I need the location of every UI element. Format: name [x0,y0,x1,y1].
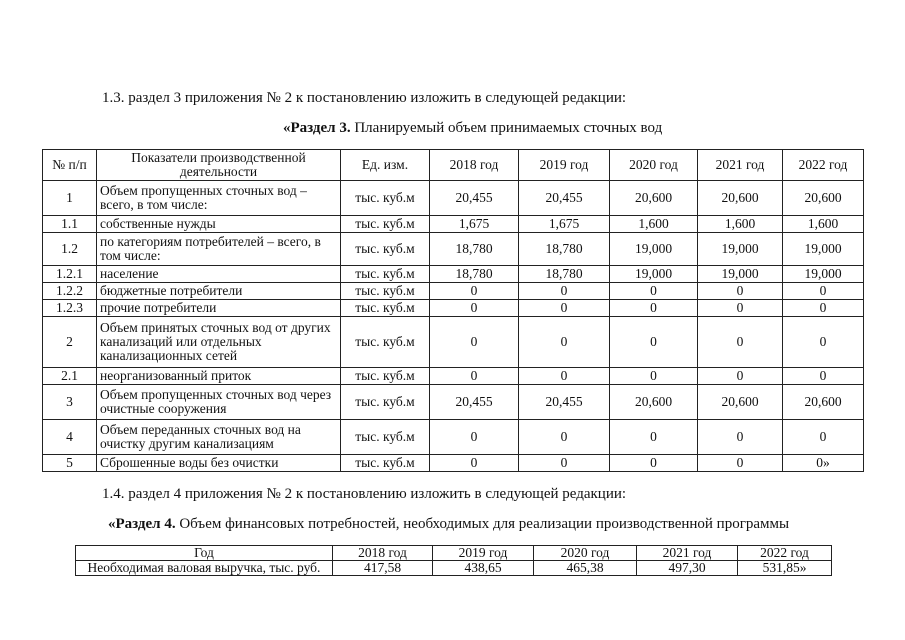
indicator-name: Сброшенные воды без очистки [97,455,341,472]
value-cell: 1,675 [519,216,610,233]
row-number: 1.2.3 [43,300,97,317]
unit: тыс. куб.м [341,181,430,216]
value-cell: 19,000 [610,233,698,266]
financial-needs-table [75,545,832,576]
value-cell: 19,000 [783,233,864,266]
value-cell: 0 [783,283,864,300]
section-4-title: Объем финансовых потребностей, необходимых для реализации производственной программы [175,516,790,532]
table-row [43,368,864,385]
value-cell: 19,000 [698,233,783,266]
indicator-name: Объем пропущенных сточных вод – всего, в том числе: [97,181,341,216]
value-cell: 0 [430,368,519,385]
unit: тыс. куб.м [341,368,430,385]
value-cell: 0 [610,420,698,455]
value-cell: 0 [610,300,698,317]
value-cell: 0» [783,455,864,472]
value-cell: 0 [698,300,783,317]
unit: тыс. куб.м [341,300,430,317]
unit: тыс. куб.м [341,233,430,266]
indicator-name: Объем переданных сточных вод на очистку другим канализациям [97,420,341,455]
value-cell: 0 [519,368,610,385]
section-3-title: Планируемый объем принимаемых сточных вод [350,120,663,136]
indicator-name: неорганизованный приток [97,368,341,385]
column-header: 2020 год [610,150,698,181]
unit: тыс. куб.м [341,317,430,368]
value-cell: 0 [610,317,698,368]
value-cell: 20,455 [519,181,610,216]
indicator-name: Объем пропущенных сточных вод через очистные сооружения [97,385,341,420]
column-header: 2021 год [637,546,738,561]
value-cell: 19,000 [610,266,698,283]
row-number: 1 [43,181,97,216]
value-cell: 18,780 [430,233,519,266]
row-number: 5 [43,455,97,472]
row-number: 1.2.1 [43,266,97,283]
table-row [43,385,864,420]
value-cell: 0 [519,300,610,317]
paragraph-1-4: 1.4. раздел 4 приложения № 2 к постановлению изложить в следующей редакции: [102,486,627,502]
column-header: 2022 год [783,150,864,181]
value-cell: 0 [698,283,783,300]
value-cell: 497,30 [637,561,738,576]
value-cell: 417,58 [333,561,433,576]
value-cell: 1,600 [610,216,698,233]
column-header: 2018 год [430,150,519,181]
value-cell: 0 [698,455,783,472]
unit: тыс. куб.м [341,216,430,233]
section-3-prefix: «Раздел 3. [283,120,351,136]
value-cell: 0 [610,368,698,385]
section-3-heading [283,120,662,137]
value-cell: 0 [783,300,864,317]
value-cell: 0 [698,420,783,455]
table-header-row [76,546,832,561]
value-cell: 19,000 [783,266,864,283]
column-header: 2019 год [519,150,610,181]
table-row [43,300,864,317]
value-cell: 465,38 [534,561,637,576]
paragraph-1-3: 1.3. раздел 3 приложения № 2 к постановлению изложить в следующей редакции: [102,90,627,106]
value-cell: 438,65 [433,561,534,576]
indicator-name: население [97,266,341,283]
row-number: 1.2.2 [43,283,97,300]
indicator-name: по категориям потребителей – всего, в том числе: [97,233,341,266]
row-number: 3 [43,385,97,420]
value-cell: 19,000 [698,266,783,283]
section-4-prefix: «Раздел 4. [108,516,176,532]
value-cell: 0 [519,317,610,368]
value-cell: 1,675 [430,216,519,233]
value-cell: 0 [610,283,698,300]
table-row [43,181,864,216]
value-cell: 20,600 [610,385,698,420]
value-cell: 0 [430,283,519,300]
value-cell: 0 [519,420,610,455]
column-header: Год [76,546,333,561]
value-cell: 20,600 [783,385,864,420]
value-cell: 0 [698,317,783,368]
column-header: 2020 год [534,546,637,561]
value-cell: 0 [610,455,698,472]
value-cell: 20,455 [519,385,610,420]
indicator-name: прочие потребители [97,300,341,317]
value-cell: 20,600 [610,181,698,216]
column-header: Показатели производственной деятельности [97,150,341,181]
indicator-name: бюджетные потребители [97,283,341,300]
column-header: 2018 год [333,546,433,561]
table-row [43,283,864,300]
table-row [76,561,832,576]
indicator-name: Объем принятых сточных вод от других канализаций или отдельных канализационных сетей [97,317,341,368]
unit: тыс. куб.м [341,266,430,283]
value-cell: 18,780 [430,266,519,283]
unit: тыс. куб.м [341,420,430,455]
table-row [43,317,864,368]
value-cell: 18,780 [519,233,610,266]
value-cell: 0 [430,317,519,368]
row-number: 4 [43,420,97,455]
value-cell: 20,455 [430,181,519,216]
value-cell: 18,780 [519,266,610,283]
column-header: 2019 год [433,546,534,561]
row-number: 1.2 [43,233,97,266]
value-cell: 1,600 [783,216,864,233]
table-header-row [43,150,864,181]
unit: тыс. куб.м [341,455,430,472]
column-header: 2022 год [738,546,832,561]
value-cell: 20,455 [430,385,519,420]
value-cell: 0 [783,368,864,385]
table-row [43,420,864,455]
table-row [43,216,864,233]
row-number: 1.1 [43,216,97,233]
wastewater-volume-table [42,149,864,472]
row-label: Необходимая валовая выручка, тыс. руб. [76,561,333,576]
section-4-heading [108,516,789,533]
value-cell: 1,600 [698,216,783,233]
value-cell: 0 [430,455,519,472]
value-cell: 0 [783,317,864,368]
value-cell: 0 [430,420,519,455]
value-cell: 0 [430,300,519,317]
value-cell: 20,600 [698,181,783,216]
row-number: 2.1 [43,368,97,385]
value-cell: 0 [698,368,783,385]
column-header: № п/п [43,150,97,181]
indicator-name: собственные нужды [97,216,341,233]
table-row [43,455,864,472]
column-header: Ед. изм. [341,150,430,181]
unit: тыс. куб.м [341,385,430,420]
row-number: 2 [43,317,97,368]
table-row [43,233,864,266]
value-cell: 531,85» [738,561,832,576]
column-header: 2021 год [698,150,783,181]
value-cell: 0 [519,283,610,300]
value-cell: 0 [519,455,610,472]
table-row [43,266,864,283]
value-cell: 20,600 [783,181,864,216]
value-cell: 0 [783,420,864,455]
unit: тыс. куб.м [341,283,430,300]
value-cell: 20,600 [698,385,783,420]
